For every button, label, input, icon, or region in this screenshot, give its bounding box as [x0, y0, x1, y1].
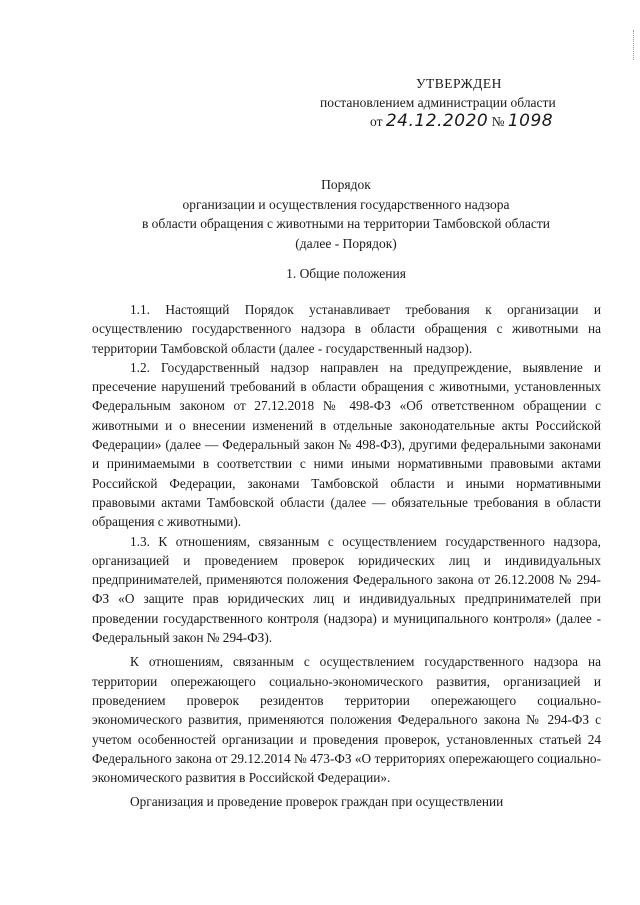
paragraph-1-3: 1.3. К отношениям, связанным с осуществлением государственного надзора, организацией и проведением проверок юридических лиц и индивидуальных предпринимателей, применяются положения Федерального закона от 26.12.2008 № 294-ФЗ «О защите прав юридических лиц и индивидуальных предпринимателей при проведении государственного контроля (надзора) и муниципального контроля» (далее - Федеральный закон № 294-ФЗ).	[92, 533, 601, 646]
document-title	[96, 175, 596, 253]
approval-issuer: постановлением администрации области	[320, 95, 556, 110]
title-line-2: организации и осуществления государственного надзора	[182, 196, 510, 212]
title-line-4: (далее - Порядок)	[295, 235, 397, 251]
paragraph-citizens: Организация и проведение проверок граждан при осуществлении	[130, 794, 504, 810]
paragraph-1-1: 1.1. Настоящий Порядок устанавливает требования к организации и осуществлению государственного надзора в области обращения с животными на территории Тамбовской области (далее - государственный надзор).	[92, 302, 601, 356]
paragraph-1-2: 1.2. Государственный надзор направлен на предупреждение, выявление и пресечение нарушений требований в области обращения с животными, установленных Федеральным законом от 27.12.2018 № 498-ФЗ «Об ответственном обращении с животными и о внесении изменений в отдельные законодательные акты Российской Федерации» (далее — Федеральный закон № 498-ФЗ), другими федеральными законами и принимаемыми в соответствии с ними иными нормативными правовыми актами Российской Федерации, законами Тамбовской области и иными нормативными правовыми актами Тамбовской области (далее — обязательные требования в области обращения с животными).	[92, 359, 601, 530]
approval-date-line	[318, 112, 598, 131]
title-line-3: в области обращения с животными на территории Тамбовской области	[141, 216, 551, 231]
document-body	[92, 300, 601, 812]
section-heading: 1. Общие положения	[286, 266, 406, 281]
number-prefix: №	[491, 114, 505, 129]
handwritten-date: 24.12.2020	[385, 111, 489, 131]
approval-block	[318, 74, 598, 131]
title-line-1: Порядок	[321, 177, 371, 192]
handwritten-number: 1098	[507, 111, 554, 131]
date-prefix: от	[370, 114, 383, 129]
approval-heading: УТВЕРЖДЕН	[416, 76, 502, 91]
paragraph-tor: К отношениям, связанным с осуществлением государственного надзора на территории опережающего социально-экономического развития, организацией и проведением проверок резидентов территории опережающего социально-экономического развития, применяются положения Федерального закона № 294-ФЗ с учетом особенностей организации и проведения проверок, установленных статьей 24 Федерального закона от 29.12.2014 № 473-ФЗ «О территориях опережающего социально-экономического развития в Российской Федерации».	[92, 654, 601, 786]
scan-edge-mark	[633, 30, 637, 60]
